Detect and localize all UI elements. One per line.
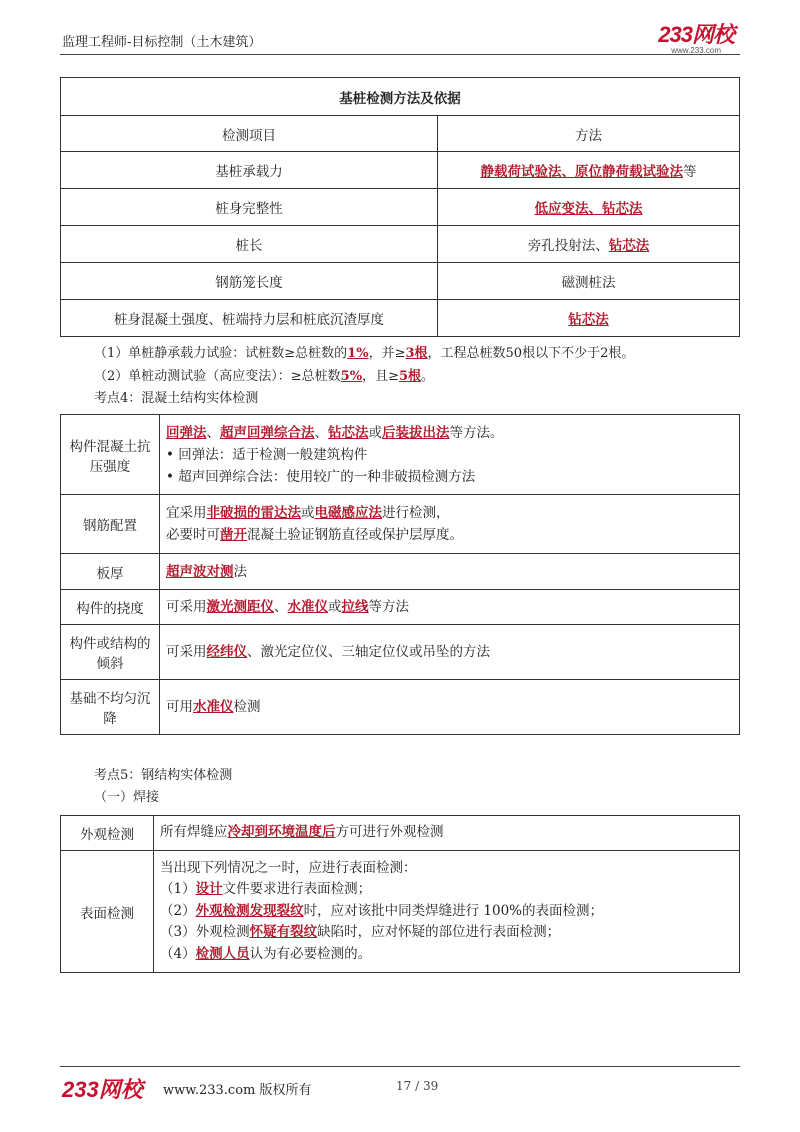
concrete-testing-table (60, 414, 740, 735)
row-label: 构件混凝土抗压强度 (61, 415, 160, 495)
pile-testing-table (60, 77, 740, 337)
table-row (61, 851, 740, 973)
section-heading-4: 考点4：混凝土结构实体检测 (94, 391, 259, 406)
table-row (61, 189, 740, 226)
row-content: 宜采用非破损的雷达法或电磁感应法进行检测， 必要时可凿开混凝土验证钢筋直径或保护层厚度。 (160, 495, 740, 554)
header-divider (60, 54, 740, 55)
note-line-2: （2）单桩动测试验（高应变法）：≥总桩数5%，且≥5根。 (94, 369, 435, 384)
item-cell: 钢筋笼长度 (61, 263, 438, 300)
row-content: 回弹法、超声回弹综合法、钻芯法或后装拔出法等方法。 • 回弹法：适于检测一般建筑构件 • 超声回弹综合法：使用较广的一种非破损检测方法 (160, 415, 740, 495)
row-label: 构件或结构的倾斜 (61, 625, 160, 680)
row-label: 外观检测 (61, 816, 154, 851)
row-content: 可采用激光测距仪、水准仪或拉线等方法 (160, 590, 740, 625)
row-content: 可采用经纬仪、激光定位仪、三轴定位仪或吊坠的方法 (160, 625, 740, 680)
method-cell: 旁孔投射法、钻芯法 (438, 226, 740, 263)
note-line-1: （1）单桩静承载力试验：试桩数≥总桩数的1%，并≥3根，工程总桩数50根以下不少于2根。 (94, 346, 635, 361)
brand-logo-text: 233网校 (658, 22, 734, 47)
row-label: 表面检测 (61, 851, 154, 973)
table-row (61, 816, 740, 851)
footer-divider (60, 1066, 740, 1067)
column-header-item: 检测项目 (61, 116, 438, 152)
steel-weld-testing-table (60, 815, 740, 973)
method-cell: 磁测桩法 (438, 263, 740, 300)
row-label: 钢筋配置 (61, 495, 160, 554)
table-row (61, 554, 740, 590)
table-row (61, 415, 740, 495)
row-label: 基础不均匀沉降 (61, 680, 160, 735)
row-label: 构件的挠度 (61, 590, 160, 625)
row-label: 板厚 (61, 554, 160, 590)
row-content: 可用水准仪检测 (160, 680, 740, 735)
item-cell: 基桩承载力 (61, 152, 438, 189)
table-row (61, 680, 740, 735)
subsection-heading: （一）焊接 (94, 790, 160, 805)
section-heading-5: 考点5：钢结构实体检测 (94, 768, 233, 783)
footer-logo[interactable]: 233网校 (62, 1077, 143, 1102)
table-row (61, 300, 740, 337)
item-cell: 桩身混凝土强度、桩端持力层和桩底沉渣厚度 (61, 300, 438, 337)
table-row (61, 152, 740, 189)
row-content: 超声波对测法 (160, 554, 740, 590)
method-cell: 钻芯法 (438, 300, 740, 337)
table-row (61, 495, 740, 554)
item-cell: 桩长 (61, 226, 438, 263)
column-header-method: 方法 (438, 116, 740, 152)
method-cell: 低应变法、钻芯法 (438, 189, 740, 226)
item-cell: 桩身完整性 (61, 189, 438, 226)
table-row (61, 226, 740, 263)
table-caption: 基桩检测方法及依据 (61, 78, 740, 116)
page-number: 17 / 39 (396, 1079, 439, 1093)
document-header-title: 监理工程师-目标控制（土木建筑） (62, 35, 262, 50)
method-cell: 静载荷试验法、原位静荷载试验法等 (438, 152, 740, 189)
brand-logo[interactable] (658, 18, 734, 55)
footer-copyright: www.233.com 版权所有 (163, 1083, 312, 1098)
brand-logo-url: www.233.com (671, 46, 722, 55)
row-content: 当出现下列情况之一时，应进行表面检测： （1）设计文件要求进行表面检测； （2）外观检测发现裂纹时，应对该批中同类焊缝进行 100%的表面检测； （3）外观检测怀疑有裂纹缺陷时，应对怀疑的部位进行表面检测； （4）检测人员认为有必要检测的。 (154, 851, 740, 973)
table-row (61, 263, 740, 300)
table-row (61, 590, 740, 625)
table-row (61, 625, 740, 680)
row-content: 所有焊缝应冷却到环境温度后方可进行外观检测 (154, 816, 740, 851)
